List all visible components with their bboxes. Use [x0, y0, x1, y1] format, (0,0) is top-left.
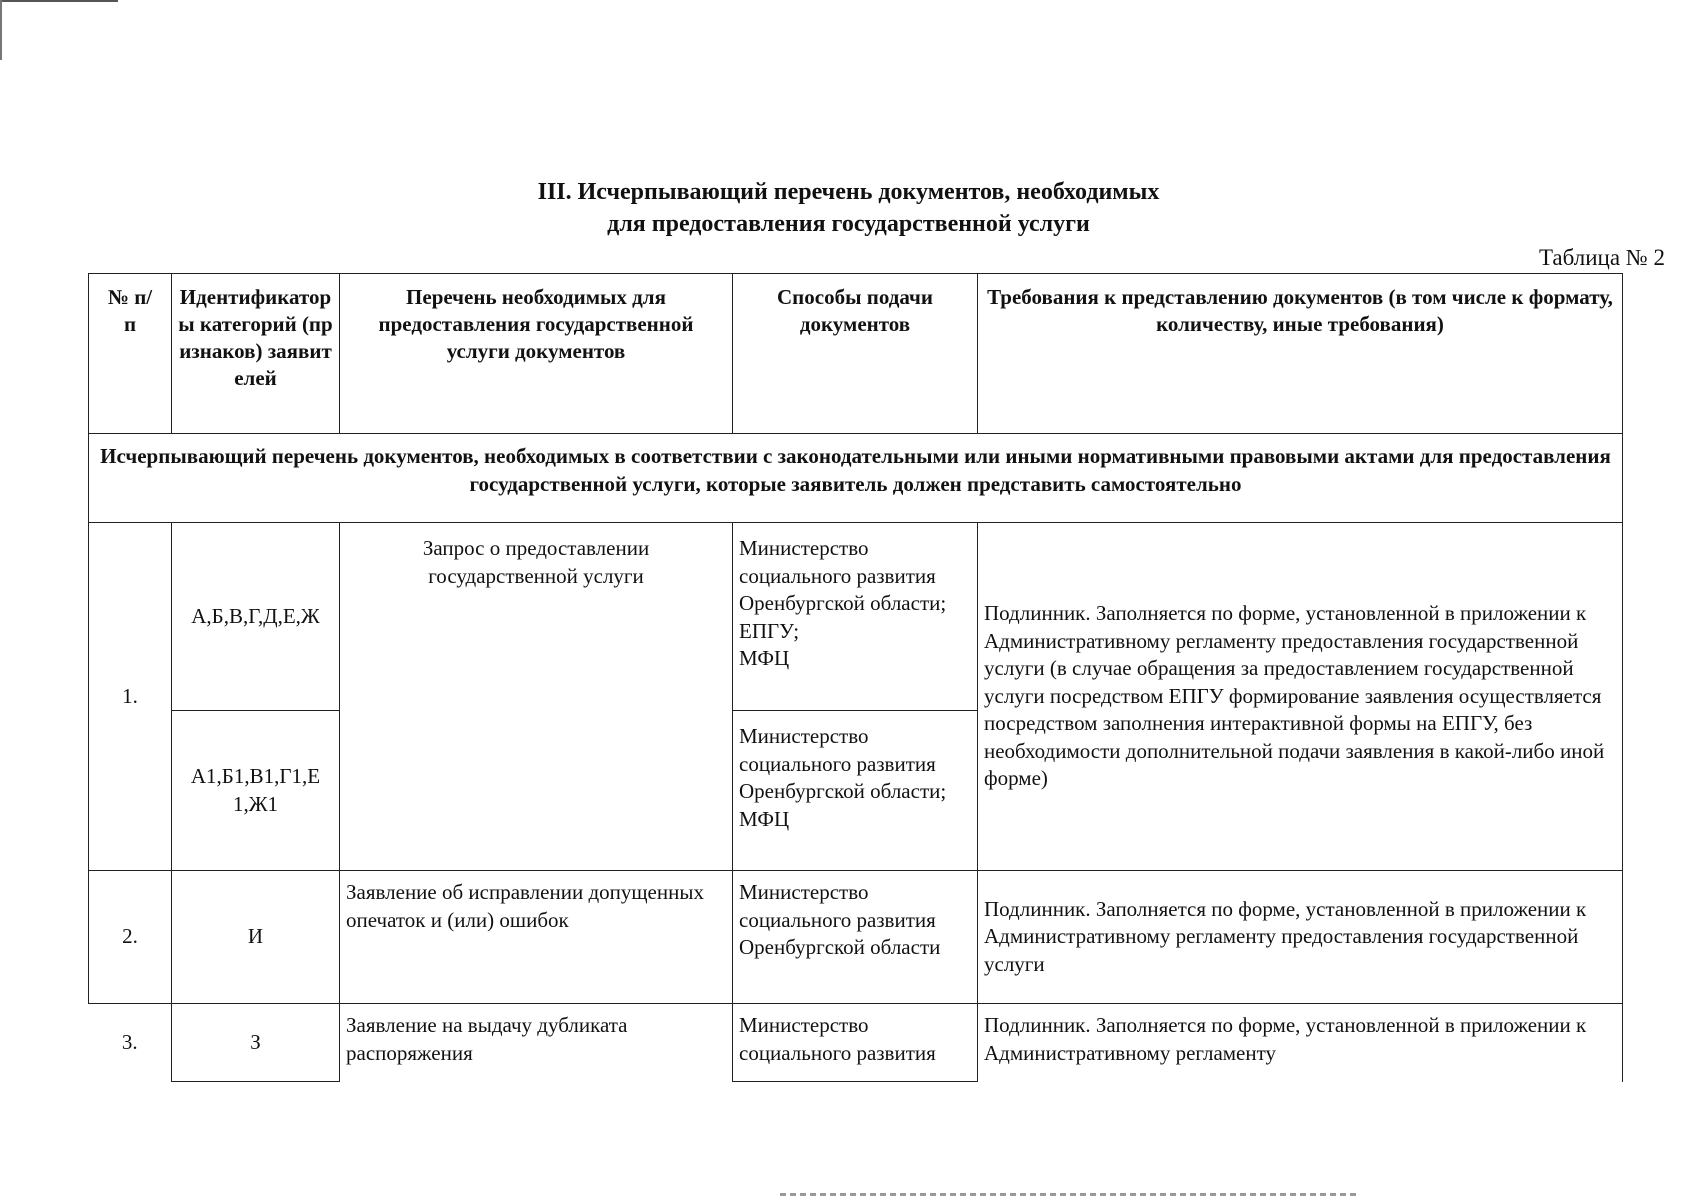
- section-row: [89, 434, 1623, 523]
- row-1a-methods: Министерство социального развития Оренбургской области; ЕПГУ; МФЦ: [733, 523, 978, 711]
- row-1-num: 1.: [89, 523, 172, 871]
- row-1b-methods: Министерство социального развития Оренбургской области; МФЦ: [733, 711, 978, 871]
- table-row-3: [89, 1004, 1623, 1082]
- row-3-methods: Министерство социального развития: [733, 1004, 978, 1082]
- row-3-document: Заявление на выдачу дубликата распоряжения: [340, 1004, 733, 1082]
- row-3-requirements: Подлинник. Заполняется по форме, установленной в приложении к Административному регламенту: [978, 1004, 1623, 1082]
- header-row: [89, 274, 1623, 434]
- document-title: [0, 176, 1697, 240]
- scan-mark-left: [0, 0, 2, 60]
- row-2-num: 2.: [89, 871, 172, 1004]
- header-num: № п/п: [89, 274, 172, 434]
- scan-artifact-dots: [780, 1193, 1360, 1196]
- row-2-identifiers: И: [172, 871, 340, 1004]
- header-identifiers: Идентификаторы категорий (признаков) заявителей: [172, 274, 340, 434]
- header-requirements: Требования к представлению документов (в том числе к формату, количеству, иные требования): [978, 274, 1623, 434]
- table-row-2: [89, 871, 1623, 1004]
- header-documents: Перечень необходимых для предоставления государственной услуги документов: [340, 274, 733, 434]
- row-2-requirements: Подлинник. Заполняется по форме, установленной в приложении к Административному регламенту предоставления государственной услуги: [978, 871, 1623, 1004]
- header-methods: Способы подачи документов: [733, 274, 978, 434]
- title-line-1: III. Исчерпывающий перечень документов, необходимых: [537, 179, 1160, 205]
- title-line-2: для предоставления государственной услуги: [607, 211, 1090, 237]
- documents-table: [88, 273, 1623, 1082]
- row-1-requirements: Подлинник. Заполняется по форме, установленной в приложении к Административному регламенту предоставления государственной услуги (в случае обращения за предоставлением государственной услуги посредством ЕПГУ формирование заявления осуществляется посредством заполнения интерактивной формы на ЕПГУ, без необходимости дополнительной подачи заявления в какой-либо иной форме): [978, 523, 1623, 871]
- row-2-methods: Министерство социального развития Оренбургской области: [733, 871, 978, 1004]
- section-title: Исчерпывающий перечень документов, необходимых в соответствии с законодательными или иными нормативными правовыми актами для предоставления государственной услуги, которые заявитель должен представить самостоятельно: [89, 434, 1623, 523]
- table-number-label: Таблица № 2: [1538, 245, 1665, 270]
- row-1b-identifiers: А1,Б1,В1,Г1,Е1,Ж1: [172, 711, 340, 871]
- row-3-identifiers: З: [172, 1004, 340, 1082]
- row-2-document: Заявление об исправлении допущенных опечаток и (или) ошибок: [340, 871, 733, 1004]
- row-1a-identifiers: А,Б,В,Г,Д,Е,Ж: [172, 523, 340, 711]
- row-3-num: 3.: [89, 1004, 172, 1082]
- scan-mark-top: [0, 0, 118, 2]
- table-row-1a: [89, 523, 1623, 711]
- row-1-document: Запрос о предоставлении государственной услуги: [340, 523, 733, 871]
